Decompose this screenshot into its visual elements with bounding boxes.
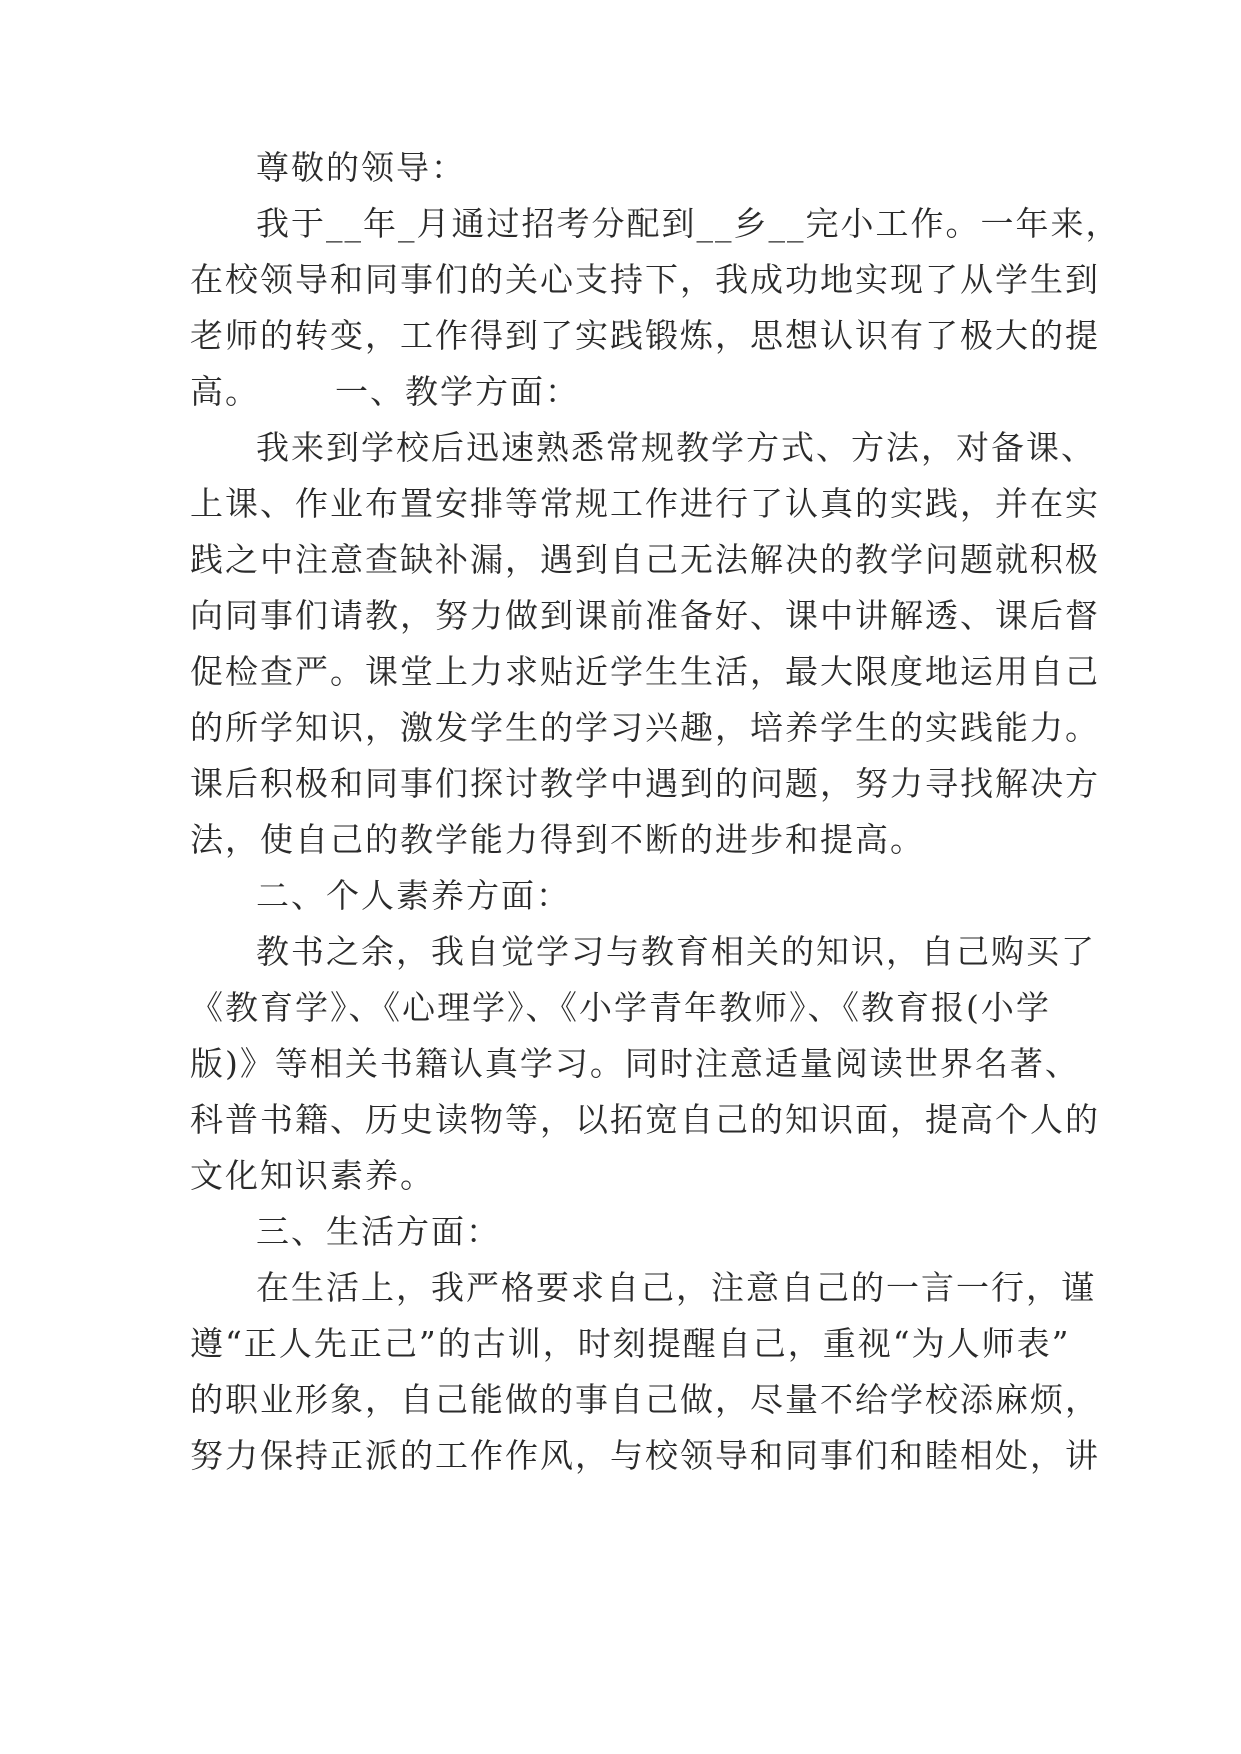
paragraph-line: 的职业形象，自己能做的事自己做，尽量不给学校添麻烦， xyxy=(190,1380,1100,1419)
paragraph-line: 课后积极和同事们探讨教学中遇到的问题，努力寻找解决方 xyxy=(190,764,1100,803)
paragraph-line: 努力保持正派的工作作风，与校领导和同事们和睦相处，讲 xyxy=(190,1436,1100,1475)
paragraph-line: 科普书籍、历史读物等，以拓宽自己的知识面，提高个人的 xyxy=(190,1100,1100,1139)
salutation: 尊敬的领导： xyxy=(256,148,466,187)
paragraph-line: 促检查严。课堂上力求贴近学生生活，最大限度地运用自己 xyxy=(190,652,1100,691)
paragraph-line: 上课、作业布置安排等常规工作进行了认真的实践，并在实 xyxy=(190,484,1100,523)
paragraph-line: 教书之余，我自觉学习与教育相关的知识，自己购买了 xyxy=(256,932,1096,971)
paragraph-line: 的所学知识，激发学生的学习兴趣，培养学生的实践能力。 xyxy=(190,708,1100,747)
paragraph-line: 高。 一、教学方面： xyxy=(190,372,580,411)
paragraph-line: 在生活上，我严格要求自己，注意自己的一言一行，谨 xyxy=(256,1268,1096,1307)
paragraph-line: 我于__年_月通过招考分配到__乡__完小工作。一年来， xyxy=(256,204,1121,243)
paragraph-line: 法，使自己的教学能力得到不断的进步和提高。 xyxy=(190,820,925,859)
paragraph-line: 文化知识素养。 xyxy=(190,1156,435,1195)
section-heading: 三、生活方面： xyxy=(256,1212,501,1251)
section-heading: 二、个人素养方面： xyxy=(256,876,571,915)
paragraph-line: 《教育学》、《心理学》、《小学青年教师》、《教育报(小学 xyxy=(190,988,1051,1027)
paragraph-line: 老师的转变，工作得到了实践锻炼，思想认识有了极大的提 xyxy=(190,316,1100,355)
paragraph-line: 我来到学校后迅速熟悉常规教学方式、方法，对备课、 xyxy=(256,428,1096,467)
paragraph-line: 版)》等相关书籍认真学习。同时注意适量阅读世界名著、 xyxy=(190,1044,1080,1083)
paragraph-line: 践之中注意查缺补漏，遇到自己无法解决的教学问题就积极 xyxy=(190,540,1100,579)
paragraph-line: 遵“正人先正己”的古训，时刻提醒自己，重视“为人师表” xyxy=(190,1324,1071,1363)
paragraph-line: 向同事们请教，努力做到课前准备好、课中讲解透、课后督 xyxy=(190,596,1100,635)
paragraph-line: 在校领导和同事们的关心支持下，我成功地实现了从学生到 xyxy=(190,260,1100,299)
